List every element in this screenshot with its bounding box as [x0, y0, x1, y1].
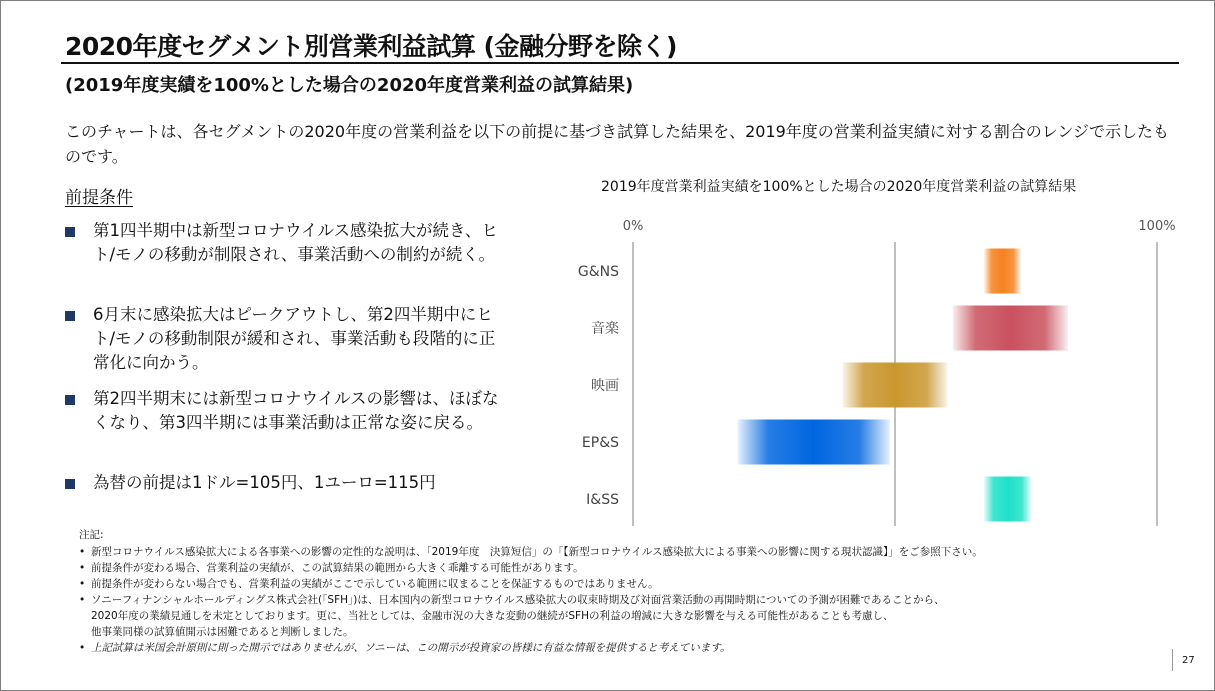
notes-heading: 注記:: [79, 529, 104, 541]
condition-item: [65, 471, 505, 495]
condition-item: [65, 219, 505, 303]
condition-item: [65, 387, 505, 471]
note-text: 前提条件が変わらない場合でも、営業利益の実績がここで示している範囲に収まることを保証するものではありません。: [91, 578, 659, 590]
range-bar-I&SS: [984, 477, 1031, 522]
square-bullet-icon: [65, 395, 75, 405]
chart-title: 2019年度営業利益実績を100%とした場合の2020年度営業利益の試算結果: [601, 179, 1077, 195]
range-bar-音楽: [953, 306, 1068, 351]
note-item: [79, 560, 1189, 576]
note-item: [79, 576, 1189, 592]
note-item: [79, 592, 1189, 640]
category-label: I&SS: [586, 492, 619, 508]
conditions-heading: 前提条件: [65, 188, 133, 208]
note-text: 前提条件が変わる場合、営業利益の実績が、この試算結果の範囲から大きく乖離する可能性があります。: [91, 562, 584, 574]
note-item: [79, 640, 1189, 656]
note-text-line2: 2020年度の業績見通しを未定としております。更に、当社としては、金融市況の大きな変動の継続がSFHの利益の増減に大きな影響を与える可能性があることも考慮し、: [91, 610, 894, 622]
range-bar-G&NS: [984, 249, 1021, 294]
note-bullet: •: [79, 546, 86, 558]
range-bar-映画: [843, 363, 948, 408]
range-bar-EP&S: [738, 420, 890, 465]
condition-text: 6月末に感染拡大はピークアウトし、第2四半期中にヒト/モノの移動制限が緩和され、事業活動も段階的に正常化に向かう。: [93, 305, 496, 372]
note-text: ソニーフィナンシャルホールディングス株式会社(「SFH」)は、日本国内の新型コロナウイルス感染拡大の収束時期及び対面営業活動の再開時期についての予測が困難であることから、: [91, 594, 945, 606]
square-bullet-icon: [65, 311, 75, 321]
x-tick-label: 100%: [1138, 219, 1176, 234]
condition-text: 為替の前提は1ドル=105円、1ユーロ=115円: [93, 473, 436, 492]
page-number-divider: [1172, 649, 1173, 671]
page-title: 2020年度セグメント別営業利益試算 (金融分野を除く): [65, 32, 677, 61]
category-label: 音楽: [591, 321, 619, 337]
note-bullet: •: [79, 642, 86, 654]
page-subtitle: (2019年度実績を100%とした場合の2020年度営業利益の試算結果): [65, 75, 634, 96]
title-divider: [61, 62, 1179, 64]
notes-section: [79, 527, 1189, 656]
note-bullet: •: [79, 562, 86, 574]
x-tick-label: 0%: [622, 219, 644, 234]
category-label: EP&S: [581, 435, 619, 451]
note-text-line3: 他事業同様の試算値開示は困難であると判断しました。: [91, 626, 354, 638]
category-label: G&NS: [577, 264, 619, 280]
conditions-list: [65, 219, 505, 495]
range-chart: [541, 206, 1181, 531]
square-bullet-icon: [65, 479, 75, 489]
condition-item: [65, 303, 505, 387]
note-item: [79, 544, 1189, 560]
category-label: 映画: [591, 378, 619, 394]
note-bullet: •: [79, 594, 86, 606]
page-number: 27: [1182, 655, 1195, 666]
intro-paragraph: このチャートは、各セグメントの2020年度の営業利益を以下の前提に基づき試算した結果を、2019年度の営業利益実績に対する割合のレンジで示したものです。: [65, 122, 1169, 166]
condition-text: 第2四半期末には新型コロナウイルスの影響は、ほぼなくなり、第3四半期には事業活動は正常な姿に戻る。: [93, 389, 499, 432]
condition-text: 第1四半期中は新型コロナウイルス感染拡大が続き、ヒト/モノの移動が制限され、事業活動への制約が続く。: [93, 221, 498, 264]
note-text: 新型コロナウイルス感染拡大による各事業への影響の定性的な説明は、「2019年度 決算短信」の「【新型コロナウイルス感染拡大による事業への影響に関する現状認識】」をご参照下さい。: [91, 546, 983, 558]
square-bullet-icon: [65, 227, 75, 237]
note-text: 上記試算は米国会計原則に則った開示ではありませんが、ソニーは、この開示が投資家の皆様に有益な情報を提供すると考えています。: [91, 642, 731, 654]
note-bullet: •: [79, 578, 86, 590]
